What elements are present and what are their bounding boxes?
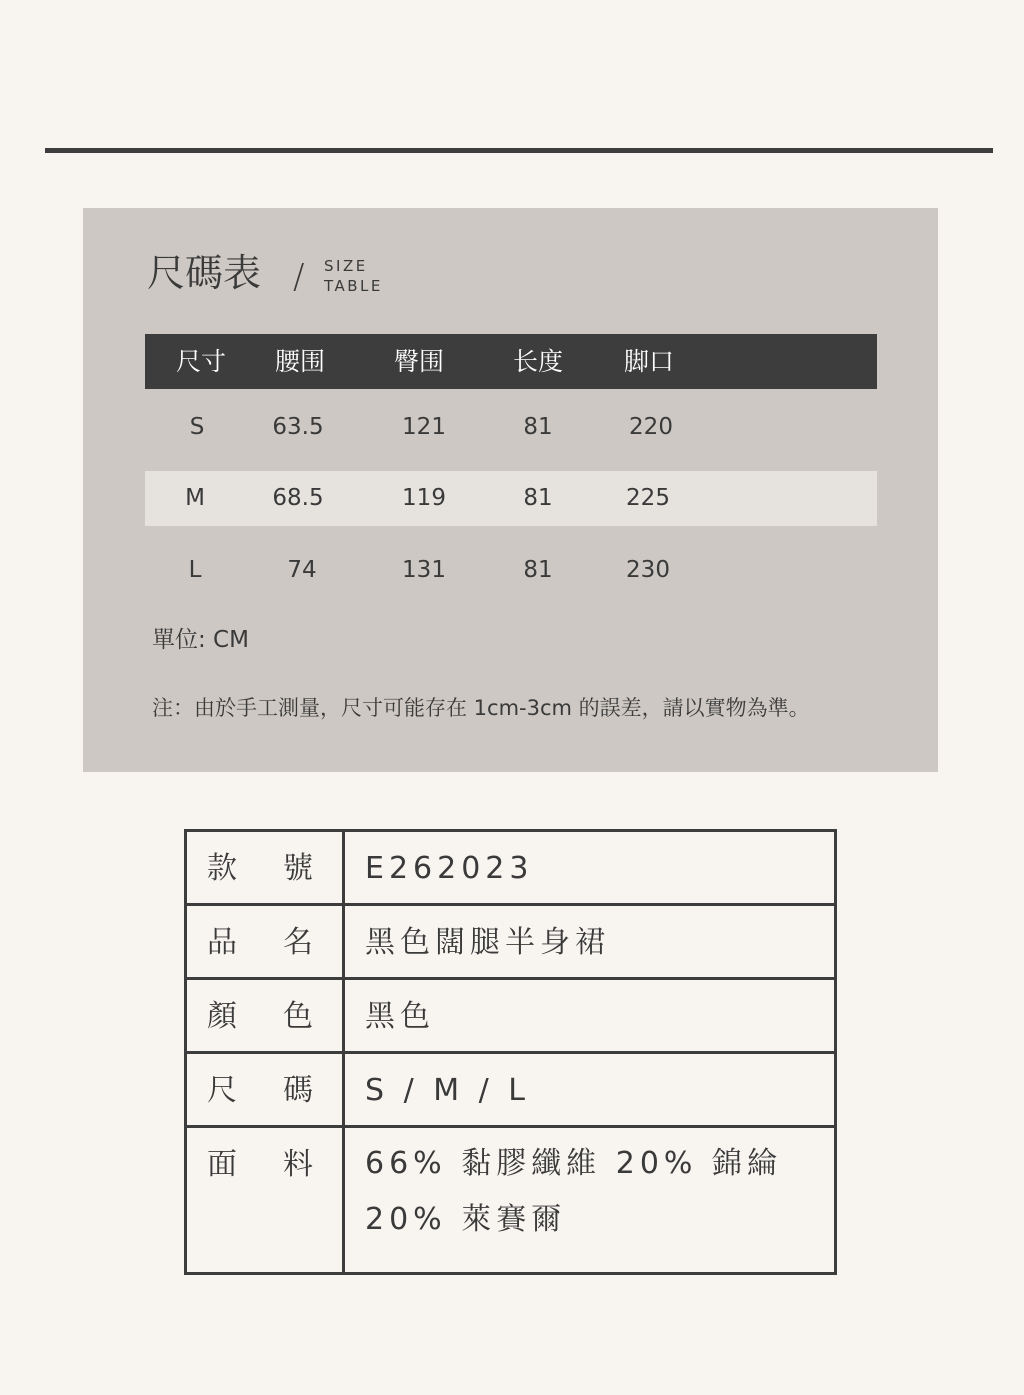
key-char: 名 bbox=[283, 925, 313, 960]
unit-note: 單位: CM bbox=[152, 627, 249, 653]
size-chart-panel bbox=[83, 208, 938, 772]
info-key bbox=[187, 1128, 345, 1272]
cell-waist: 74 bbox=[287, 557, 317, 583]
product-info-table bbox=[184, 829, 837, 1275]
color-value: 黑色 bbox=[365, 999, 435, 1034]
key-char: 碼 bbox=[283, 1073, 313, 1108]
info-row-sizes bbox=[187, 1054, 834, 1128]
size-row-l bbox=[145, 543, 877, 598]
size-table-header bbox=[145, 334, 877, 389]
cell-waist: 63.5 bbox=[272, 414, 324, 440]
cell-length: 81 bbox=[523, 414, 553, 440]
size-chart-subtitle bbox=[324, 256, 383, 296]
header-size: 尺寸 bbox=[175, 347, 227, 376]
key-char: 款 bbox=[207, 851, 237, 886]
product-name-value: 黑色闊腿半身裙 bbox=[365, 925, 610, 960]
size-row-s bbox=[145, 400, 877, 455]
cell-waist: 68.5 bbox=[272, 485, 324, 511]
subtitle-line-size: SIZE bbox=[324, 257, 368, 275]
info-row-style-number bbox=[187, 832, 834, 906]
header-hip: 臀围 bbox=[393, 347, 445, 376]
key-char: 顏 bbox=[207, 999, 237, 1034]
key-char: 料 bbox=[283, 1147, 313, 1182]
cell-size: L bbox=[188, 557, 202, 583]
cell-hip: 119 bbox=[402, 485, 446, 511]
size-row-m bbox=[145, 471, 877, 526]
cell-hem: 225 bbox=[626, 485, 670, 511]
cell-length: 81 bbox=[523, 557, 553, 583]
info-key bbox=[187, 832, 345, 903]
key-char: 面 bbox=[207, 1147, 237, 1182]
key-char: 尺 bbox=[207, 1073, 237, 1108]
key-char: 品 bbox=[207, 925, 237, 960]
style-number-value: E262023 bbox=[365, 851, 534, 886]
fabric-line-2: 20% 萊賽爾 bbox=[365, 1202, 567, 1237]
key-char: 色 bbox=[283, 999, 313, 1034]
info-key bbox=[187, 980, 345, 1051]
top-divider bbox=[45, 148, 993, 153]
sizes-value: S / M / L bbox=[365, 1073, 530, 1108]
fabric-value bbox=[365, 1136, 815, 1248]
info-row-product-name bbox=[187, 906, 834, 980]
title-slash: / bbox=[293, 257, 305, 297]
fabric-line-1: 66% 黏膠纖維 20% 錦綸 bbox=[365, 1146, 782, 1181]
cell-hem: 220 bbox=[629, 414, 673, 440]
cell-hip: 131 bbox=[402, 557, 446, 583]
info-key bbox=[187, 1054, 345, 1125]
info-row-fabric bbox=[187, 1128, 834, 1272]
header-hem: 脚口 bbox=[623, 347, 675, 376]
info-key bbox=[187, 906, 345, 977]
cell-length: 81 bbox=[523, 485, 553, 511]
subtitle-line-table: TABLE bbox=[324, 277, 383, 295]
cell-hip: 121 bbox=[402, 414, 446, 440]
key-char: 號 bbox=[283, 851, 313, 886]
size-chart-title: 尺碼表 bbox=[147, 251, 262, 295]
measurement-note: 注：由於手工測量，尺寸可能存在 1cm-3cm 的誤差，請以實物為準。 bbox=[152, 696, 810, 720]
cell-hem: 230 bbox=[626, 557, 670, 583]
cell-size: S bbox=[189, 414, 205, 440]
header-length: 长度 bbox=[512, 347, 564, 376]
info-row-color bbox=[187, 980, 834, 1054]
cell-size: M bbox=[185, 485, 205, 511]
header-waist: 腰围 bbox=[274, 347, 326, 376]
